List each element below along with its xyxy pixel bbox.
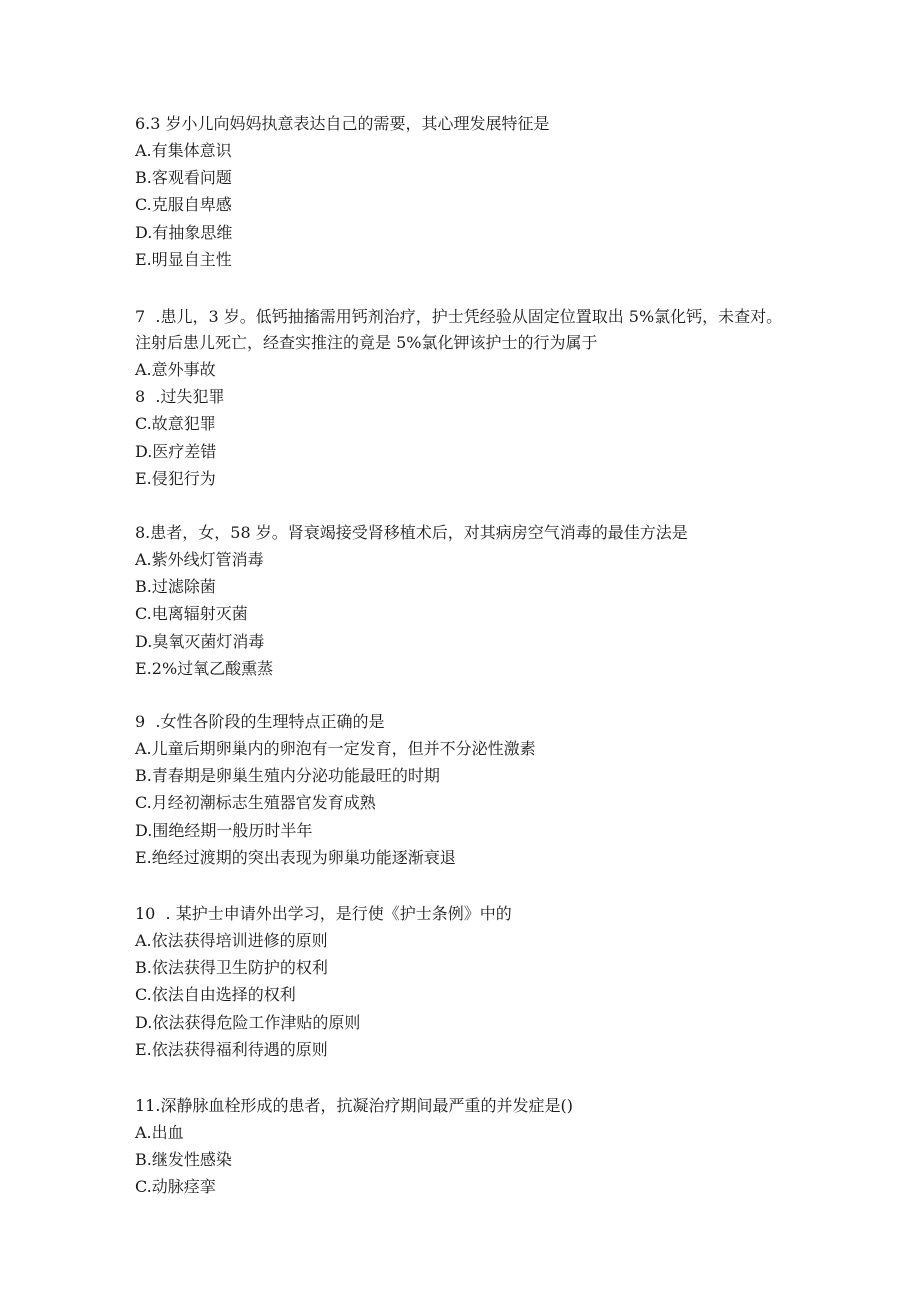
question-stem: 7 .患儿，3 岁。低钙抽搐需用钙剂治疗，护士凭经验从固定位置取出 5%氯化钙，未查对。注射后患儿死亡，经查实推注的竟是 5%氯化钾该护士的行为属于 <box>135 307 783 352</box>
option-list <box>135 137 795 273</box>
question-8 <box>135 519 795 682</box>
option-b: B.依法获得卫生防护的权利 <box>135 958 328 978</box>
option-a: A.儿童后期卵巢内的卵泡有一定发育，但并不分泌性激素 <box>135 739 536 758</box>
option-c: C.月经初潮标志生殖器官发育成熟 <box>135 793 376 813</box>
option-a: A.意外事故 <box>135 360 216 379</box>
option-e: E.绝经过渡期的突出表现为卵巢功能逐渐衰退 <box>135 847 456 867</box>
option-c: C.依法自由选择的权利 <box>135 985 296 1005</box>
option-list <box>135 735 795 871</box>
question-stem: 8.患者，女，58 岁。肾衰竭接受肾移植术后，对其病房空气消毒的最佳方法是 <box>135 523 688 542</box>
option-list <box>135 927 795 1063</box>
question-10 <box>135 900 795 1063</box>
option-b: B.继发性感染 <box>135 1150 232 1170</box>
option-a: A.出血 <box>135 1123 184 1142</box>
question-6 <box>135 110 795 273</box>
option-a: A.紫外线灯管消毒 <box>135 550 264 569</box>
question-11 <box>135 1092 795 1201</box>
question-9 <box>135 708 795 871</box>
option-a: A.依法获得培训进修的原则 <box>135 931 328 950</box>
option-d: D.臭氧灭菌灯消毒 <box>135 631 265 651</box>
option-d: D.依法获得危险工作津贴的原则 <box>135 1012 361 1032</box>
question-stem: 10 . 某护士申请外出学习，是行使《护士条例》中的 <box>135 904 512 923</box>
question-7 <box>135 304 795 492</box>
option-d: D.医疗差错 <box>135 441 217 461</box>
option-b: B.客观看问题 <box>135 168 232 188</box>
option-e: E.明显自主性 <box>135 249 232 269</box>
question-stem: 11.深静脉血栓形成的患者，抗凝治疗期间最严重的并发症是() <box>135 1096 573 1115</box>
option-e: E.2%过氧乙酸熏蒸 <box>135 658 274 678</box>
question-stem: 6.3 岁小儿向妈妈执意表达自己的需要，其心理发展特征是 <box>135 114 550 133</box>
option-c: C.电离辐射灭菌 <box>135 604 248 624</box>
option-c: C.克服自卑感 <box>135 195 232 215</box>
option-b: B.过滤除菌 <box>135 577 216 597</box>
option-a: A.有集体意识 <box>135 141 232 160</box>
option-c: C.故意犯罪 <box>135 414 216 434</box>
option-d: D.有抽象思维 <box>135 222 233 242</box>
option-c: C.动脉痉挛 <box>135 1177 216 1197</box>
option-d: D.围绝经期一般历时半年 <box>135 820 313 840</box>
option-b: 8 .过失犯罪 <box>135 387 225 407</box>
option-list <box>135 546 795 682</box>
option-list <box>135 1119 795 1201</box>
option-e: E.依法获得福利待遇的原则 <box>135 1039 328 1059</box>
option-b: B.青春期是卵巢生殖内分泌功能最旺的时期 <box>135 766 440 786</box>
question-stem: 9 .女性各阶段的生理特点正确的是 <box>135 712 385 731</box>
option-list <box>135 356 795 492</box>
option-e: E.侵犯行为 <box>135 468 216 488</box>
